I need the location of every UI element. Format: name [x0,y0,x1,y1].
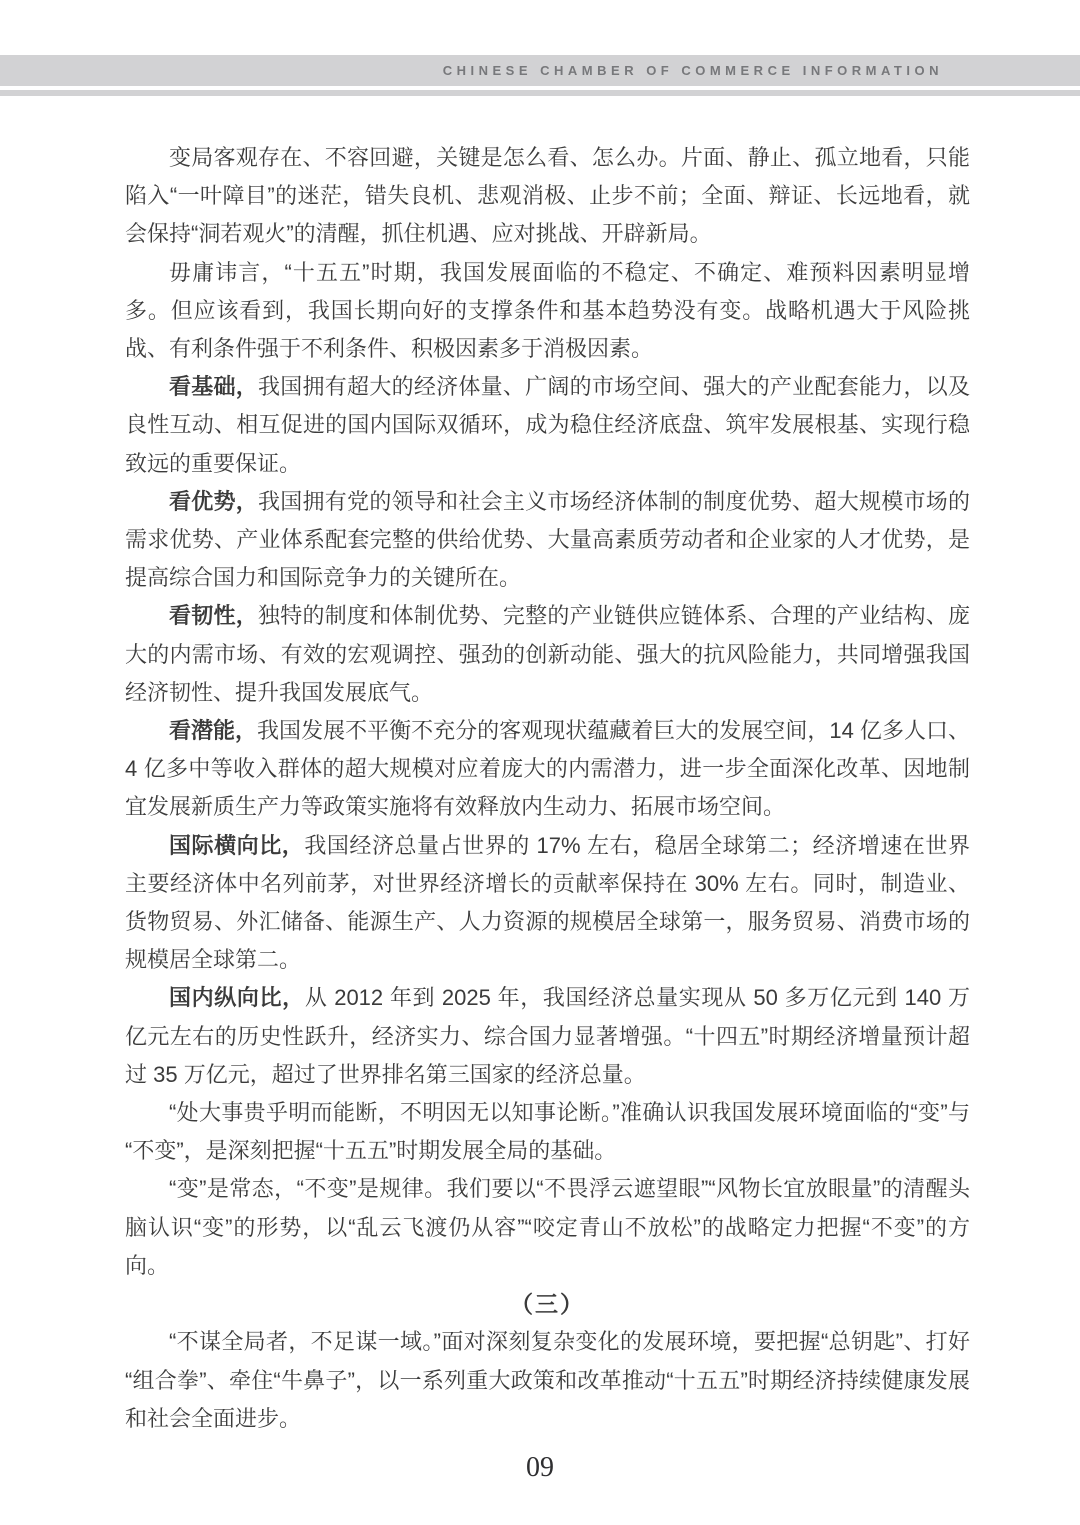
paragraph-text: 变局客观存在、不容回避，关键是怎么看、怎么办。片面、静止、孤立地看，只能陷入“一叶障目”的迷茫，错失良机、悲观消极、止步不前；全面、辩证、长远地看，就会保持“洞若观火”的清醒，抓住机遇、应对挑战、开辟新局。 [125,145,970,247]
paragraph [125,254,970,369]
paragraph [125,827,970,980]
paragraph-text: 独特的制度和体制优势、完整的产业链供应链体系、合理的产业结构、庞大的内需市场、有效的宏观调控、强劲的创新动能、强大的抗风险能力，共同增强我国经济韧性、提升我国发展底气。 [125,603,970,705]
header-banner-bar [0,55,1080,86]
article-body [125,139,970,1438]
paragraph-text: “不谋全局者，不足谋一域。”面对深刻复杂变化的发展环境，要把握“总钥匙”、打好“组合拳”、牵住“牛鼻子”，以一系列重大政策和改革推动“十五五”时期经济持续健康发展和社会全面进步。 [125,1329,970,1431]
paragraph-text: 毋庸讳言，“十五五”时期，我国发展面临的不稳定、不确定、难预料因素明显增多。但应该看到，我国长期向好的支撑条件和基本趋势没有变。战略机遇大于风险挑战、有利条件强于不利条件、积极因素多于消极因素。 [125,259,970,362]
paragraph-lead: 看基础， [169,374,259,400]
paragraph-lead: 看优势， [169,488,259,514]
paragraph [125,483,970,598]
paragraph-text: “变”是常态，“不变”是规律。我们要以“不畏浮云遮望眼”“风物长宜放眼量”的清醒头脑认识“变”的形势，以“乱云飞渡仍从容”“咬定青山不放松”的战略定力把握“不变”的方向。 [125,1176,970,1278]
paragraph-text: 我国拥有超大的经济体量、广阔的市场空间、强大的产业配套能力，以及良性互动、相互促进的国内国际双循环，成为稳住经济底盘、筑牢发展根基、实现行稳致远的重要保证。 [125,374,970,476]
paragraph-lead: 国内纵向比， [169,985,305,1011]
paragraph [125,979,970,1094]
paragraph [125,597,970,712]
paragraph-text: 我国发展不平衡不充分的客观现状蕴藏着巨大的发展空间，14 亿多人口、4 亿多中等收入群体的超大规模对应着庞大的内需潜力，进一步全面深化改革、因地制宜发展新质生产力等政策实施将有效释放内生动力、拓展市场空间。 [125,718,970,820]
section-heading: （三） [510,1291,585,1318]
paragraph [125,368,970,483]
paragraph-text: 从 2012 年到 2025 年，我国经济总量实现从 50 多万亿元到 140 万亿元左右的历史性跃升，经济实力、综合国力显著增强。“十四五”时期经济增量预计超过 35 万亿元，超过了世界排名第三国家的经济总量。 [125,985,970,1087]
paragraph [125,712,970,827]
paragraph-text: 我国拥有党的领导和社会主义市场经济体制的制度优势、超大规模市场的需求优势、产业体系配套完整的供给优势、大量高素质劳动者和企业家的人才优势，是提高综合国力和国际竞争力的关键所在。 [125,488,970,591]
paragraph [125,1094,970,1170]
header-banner-text: CHINESE CHAMBER OF COMMERCE INFORMATION [442,63,943,78]
paragraph-text: “处大事贵乎明而能断，不明因无以知事论断。”准确认识我国发展环境面临的“变”与“不变”，是深刻把握“十五五”时期发展全局的基础。 [125,1100,970,1164]
paragraph [125,1170,970,1285]
page-number: 09 [526,1452,554,1483]
paragraph [125,139,970,254]
paragraph-lead: 国际横向比， [169,832,305,858]
paragraph-text: 我国经济总量占世界的 17% 左右，稳居全球第二；经济增速在世界主要经济体中名列前茅，对世界经济增长的贡献率保持在 30% 左右。同时，制造业、货物贸易、外汇储备、能源生产、人力资源的规模居全球第一，服务贸易、消费市场的规模居全球第二。 [125,832,970,973]
paragraph [125,1323,970,1438]
header-banner-rule [0,90,1080,96]
paragraph-lead: 看韧性， [169,603,259,629]
paragraph-lead: 看潜能， [169,718,258,744]
